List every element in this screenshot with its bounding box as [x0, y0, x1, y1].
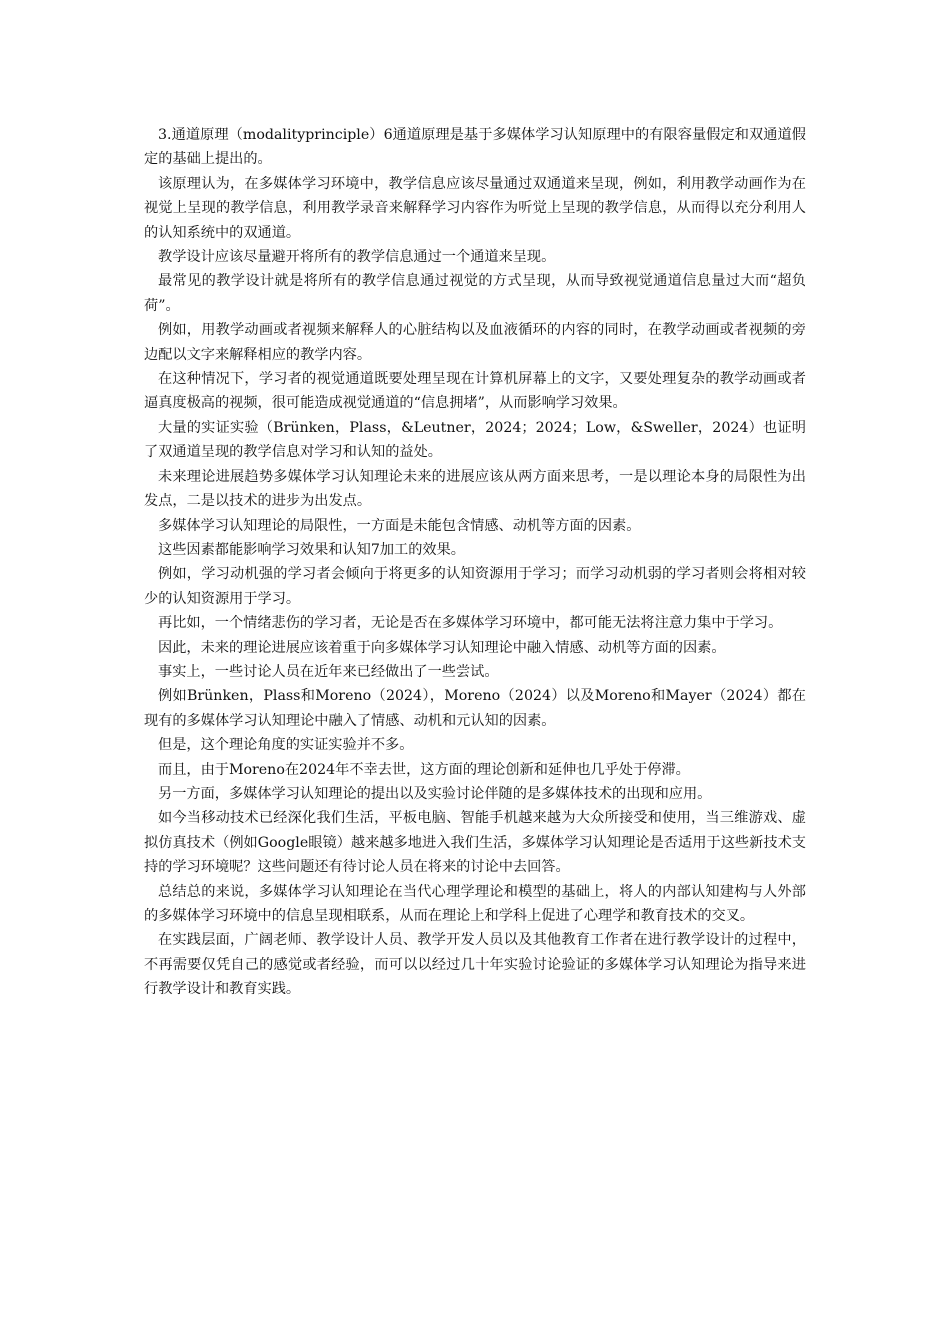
paragraph: 3.通道原理（modalityprinciple）6通道原理是基于多媒体学习认知原理中的有限容量假定和双通道假定的基础上提出的。 [144, 127, 806, 168]
paragraph: 该原理认为，在多媒体学习环境中，教学信息应该尽量通过双通道来呈现，例如，利用教学动画作为在视觉上呈现的教学信息，利用教学录音来解释学习内容作为听觉上呈现的教学信息，从而得以充分利用人的认知系统中的双通道。 [144, 175, 806, 241]
paragraph: 但是，这个理论角度的实证实验并不多。 [158, 737, 414, 754]
paragraph: 例如，学习动机强的学习者会倾向于将更多的认知资源用于学习；而学习动机弱的学习者则会将相对较少的认知资源用于学习。 [144, 566, 806, 607]
paragraph: 如今当移动技术已经深化我们生活，平板电脑、智能手机越来越为大众所接受和使用，当三维游戏、虚拟仿真技术（例如Google眼镜）越来越多地进入我们生活，多媒体学习认知理论是否适用于这些新技术支持的学习环境呢？这些问题还有待讨论人员在将来的讨论中去回答。 [144, 810, 806, 876]
paragraph: 另一方面，多媒体学习认知理论的提出以及实验讨论伴随的是多媒体技术的出现和应用。 [158, 785, 712, 802]
paragraph: 例如，用教学动画或者视频来解释人的心脏结构以及血液循环的内容的同时，在教学动画或者视频的旁边配以文字来解释相应的教学内容。 [144, 322, 806, 363]
paragraph: 事实上，一些讨论人员在近年来已经做出了一些尝试。 [158, 663, 499, 680]
paragraph: 例如Brünken，Plass和Moreno（2024），Moreno（2024）以及Moreno和Mayer（2024）都在现有的多媒体学习认知理论中融入了情感、动机和元认知的因素。 [144, 688, 806, 729]
paragraph: 在实践层面，广阔老师、教学设计人员、教学开发人员以及其他教育工作者在进行教学设计的过程中，不再需要仅凭自己的感觉或者经验，而可以以经过几十年实验讨论验证的多媒体学习认知理论为指导来进行教学设计和教育实践。 [144, 932, 806, 998]
paragraph: 而且，由于Moreno在2024年不幸去世，这方面的理论创新和延伸也几乎处于停滞。 [158, 761, 690, 778]
paragraph: 因此，未来的理论进展应该着重于向多媒体学习认知理论中融入情感、动机等方面的因素。 [158, 639, 726, 656]
paragraph: 这些因素都能影响学习效果和认知7加工的效果。 [158, 541, 465, 558]
paragraph: 总结总的来说，多媒体学习认知理论在当代心理学理论和模型的基础上，将人的内部认知建构与人外部的多媒体学习环境中的信息呈现相联系，从而在理论上和学科上促进了心理学和教育技术的交叉。 [144, 883, 806, 924]
paragraph: 在这种情况下，学习者的视觉通道既要处理呈现在计算机屏幕上的文字，又要处理复杂的教学动画或者逼真度极高的视频，很可能造成视觉通道的“信息拥堵”，从而影响学习效果。 [144, 371, 806, 412]
paragraph: 最常见的教学设计就是将所有的教学信息通过视觉的方式呈现，从而导致视觉通道信息量过大而“超负荷”。 [144, 273, 806, 314]
paragraph: 教学设计应该尽量避开将所有的教学信息通过一个通道来呈现。 [158, 249, 556, 266]
paragraph: 大量的实证实验（Brünken，Plass，&Leutner，2024；2024；Low，&Sweller，2024）也证明了双通道呈现的教学信息对学习和认知的益处。 [144, 419, 806, 461]
paragraph: 再比如，一个情绪悲伤的学习者，无论是否在多媒体学习环境中，都可能无法将注意力集中于学习。 [158, 615, 783, 632]
paragraph: 未来理论进展趋势多媒体学习认知理论未来的进展应该从两方面来思考，一是以理论本身的局限性为出发点，二是以技术的进步为出发点。 [144, 468, 806, 510]
paragraph: 多媒体学习认知理论的局限性，一方面是未能包含情感、动机等方面的因素。 [158, 517, 641, 534]
document-body [144, 123, 806, 1002]
